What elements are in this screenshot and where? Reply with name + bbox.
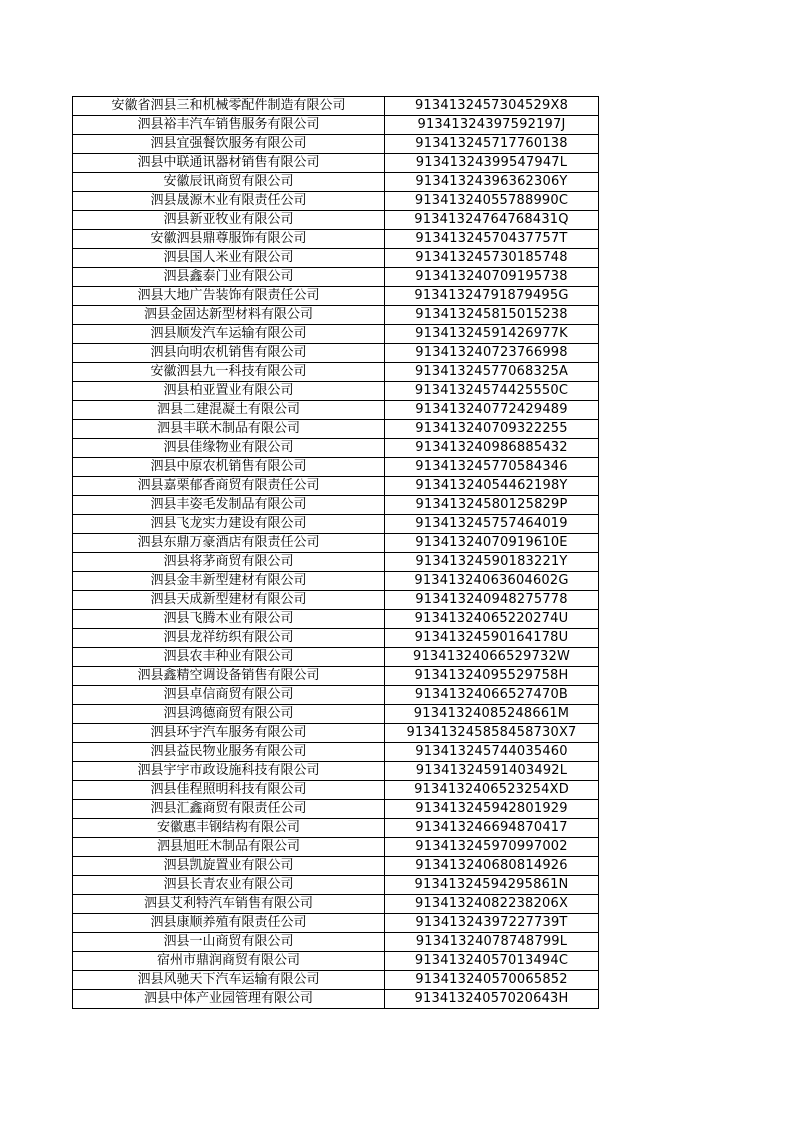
table-row <box>73 268 599 287</box>
credit-code-cell: 91341324764768431Q <box>385 211 599 230</box>
credit-code-cell: 913413245815015238 <box>385 306 599 325</box>
company-name-cell: 泗县裕丰汽车销售服务有限公司 <box>73 116 385 135</box>
credit-code-cell: 91341324574425550C <box>385 382 599 401</box>
company-name-cell: 安徽惠丰钢结构有限公司 <box>73 819 385 838</box>
table-row <box>73 819 599 838</box>
table-row <box>73 933 599 952</box>
table-row <box>73 154 599 173</box>
company-name-cell: 安徽辰讯商贸有限公司 <box>73 173 385 192</box>
table-row <box>73 591 599 610</box>
table-row <box>73 192 599 211</box>
company-name-cell: 泗县一山商贸有限公司 <box>73 933 385 952</box>
credit-code-cell: 913413245970997002 <box>385 838 599 857</box>
company-name-cell: 泗县鸿德商贸有限公司 <box>73 705 385 724</box>
company-name-cell: 泗县龙祥纺织有限公司 <box>73 629 385 648</box>
credit-code-cell: 9134132406523254XD <box>385 781 599 800</box>
company-name-cell: 泗县康顺养殖有限责任公司 <box>73 914 385 933</box>
credit-code-cell: 913413245744035460 <box>385 743 599 762</box>
credit-code-cell: 913413246694870417 <box>385 819 599 838</box>
credit-code-cell: 913413240772429489 <box>385 401 599 420</box>
company-name-cell: 宿州市鼎润商贸有限公司 <box>73 952 385 971</box>
credit-code-cell: 91341324397592197J <box>385 116 599 135</box>
company-name-cell: 安徽泗县九一科技有限公司 <box>73 363 385 382</box>
table-row <box>73 743 599 762</box>
credit-code-cell: 91341324590183221Y <box>385 553 599 572</box>
table-row <box>73 534 599 553</box>
credit-code-cell: 91341324057013494C <box>385 952 599 971</box>
company-name-cell: 泗县宜强餐饮服务有限公司 <box>73 135 385 154</box>
credit-code-cell: 91341324591403492L <box>385 762 599 781</box>
credit-code-cell: 91341324594295861N <box>385 876 599 895</box>
table-row <box>73 363 599 382</box>
table-row <box>73 857 599 876</box>
company-name-cell: 泗县晟源木业有限责任公司 <box>73 192 385 211</box>
table-row <box>73 173 599 192</box>
table-row <box>73 990 599 1009</box>
company-name-cell: 泗县金丰新型建材有限公司 <box>73 572 385 591</box>
table-row <box>73 553 599 572</box>
company-name-cell: 泗县顺发汽车运输有限公司 <box>73 325 385 344</box>
table-row <box>73 800 599 819</box>
company-name-cell: 泗县柏亚置业有限公司 <box>73 382 385 401</box>
company-name-cell: 泗县天成新型建材有限公司 <box>73 591 385 610</box>
table-row <box>73 496 599 515</box>
company-name-cell: 泗县益民物业服务有限公司 <box>73 743 385 762</box>
table-row <box>73 762 599 781</box>
company-name-cell: 泗县中原农机销售有限公司 <box>73 458 385 477</box>
credit-code-cell: 913413240723766998 <box>385 344 599 363</box>
table-row <box>73 876 599 895</box>
credit-code-cell: 91341324399547947L <box>385 154 599 173</box>
table-row <box>73 781 599 800</box>
company-name-cell: 泗县中联通讯器材销售有限公司 <box>73 154 385 173</box>
table-row <box>73 97 599 116</box>
credit-code-cell: 91341324054462198Y <box>385 477 599 496</box>
credit-code-cell: 913413240986885432 <box>385 439 599 458</box>
credit-code-cell: 91341324065220274U <box>385 610 599 629</box>
table-row <box>73 572 599 591</box>
table-row <box>73 838 599 857</box>
credit-code-cell: 91341324063604602G <box>385 572 599 591</box>
table-row <box>73 344 599 363</box>
table-row <box>73 515 599 534</box>
credit-code-cell: 91341324066527470B <box>385 686 599 705</box>
company-name-cell: 泗县佳程照明科技有限公司 <box>73 781 385 800</box>
table-row <box>73 420 599 439</box>
company-name-cell: 泗县飞腾木业有限公司 <box>73 610 385 629</box>
table-row <box>73 667 599 686</box>
table-row <box>73 306 599 325</box>
credit-code-cell: 9134132457304529X8 <box>385 97 599 116</box>
credit-code-cell: 91341324791879495G <box>385 287 599 306</box>
company-name-cell: 泗县旭旺木制品有限公司 <box>73 838 385 857</box>
company-name-cell: 泗县丰姿毛发制品有限公司 <box>73 496 385 515</box>
credit-code-cell: 913413245858458730X7 <box>385 724 599 743</box>
table-row <box>73 971 599 990</box>
credit-code-cell: 913413245770584346 <box>385 458 599 477</box>
company-name-cell: 泗县汇鑫商贸有限责任公司 <box>73 800 385 819</box>
table-row <box>73 724 599 743</box>
credit-code-cell: 913413240948275778 <box>385 591 599 610</box>
table-row <box>73 382 599 401</box>
credit-code-cell: 913413245717760138 <box>385 135 599 154</box>
company-name-cell: 泗县二建混凝土有限公司 <box>73 401 385 420</box>
company-name-cell: 泗县东鼎万豪酒店有限责任公司 <box>73 534 385 553</box>
table-row <box>73 952 599 971</box>
company-name-cell: 泗县凯旋置业有限公司 <box>73 857 385 876</box>
table-body <box>73 97 599 1009</box>
credit-code-cell: 91341324066529732W <box>385 648 599 667</box>
credit-code-cell: 91341324570437757T <box>385 230 599 249</box>
company-name-cell: 泗县艾利特汽车销售有限公司 <box>73 895 385 914</box>
table-row <box>73 401 599 420</box>
table-row <box>73 610 599 629</box>
credit-code-cell: 91341324085248661M <box>385 705 599 724</box>
company-name-cell: 泗县大地广告装饰有限责任公司 <box>73 287 385 306</box>
company-name-cell: 泗县国人米业有限公司 <box>73 249 385 268</box>
credit-code-cell: 91341324580125829P <box>385 496 599 515</box>
company-name-cell: 泗县中体产业园管理有限公司 <box>73 990 385 1009</box>
credit-code-cell: 91341324082238206X <box>385 895 599 914</box>
company-name-cell: 泗县鑫精空调设备销售有限公司 <box>73 667 385 686</box>
table-row <box>73 439 599 458</box>
company-name-cell: 泗县飞龙实力建设有限公司 <box>73 515 385 534</box>
table-row <box>73 477 599 496</box>
table-row <box>73 705 599 724</box>
company-name-cell: 泗县环宇汽车服务有限公司 <box>73 724 385 743</box>
table-row <box>73 287 599 306</box>
company-name-cell: 安徽省泗县三和机械零配件制造有限公司 <box>73 97 385 116</box>
company-name-cell: 安徽泗县鼎尊服饰有限公司 <box>73 230 385 249</box>
credit-code-cell: 913413245942801929 <box>385 800 599 819</box>
table-row <box>73 629 599 648</box>
table-row <box>73 325 599 344</box>
table-row <box>73 116 599 135</box>
credit-code-cell: 91341324095529758H <box>385 667 599 686</box>
company-registry-table <box>72 96 599 1009</box>
company-name-cell: 泗县向明农机销售有限公司 <box>73 344 385 363</box>
company-name-cell: 泗县新亚牧业有限公司 <box>73 211 385 230</box>
company-name-cell: 泗县丰联木制品有限公司 <box>73 420 385 439</box>
company-name-cell: 泗县风驰天下汽车运输有限公司 <box>73 971 385 990</box>
table-row <box>73 230 599 249</box>
company-name-cell: 泗县将茅商贸有限公司 <box>73 553 385 572</box>
table-row <box>73 895 599 914</box>
credit-code-cell: 91341324590164178U <box>385 629 599 648</box>
table-row <box>73 211 599 230</box>
company-name-cell: 泗县佳缘物业有限公司 <box>73 439 385 458</box>
company-name-cell: 泗县宇宇市政设施科技有限公司 <box>73 762 385 781</box>
credit-code-cell: 91341324055788990C <box>385 192 599 211</box>
credit-code-cell: 91341324397227739T <box>385 914 599 933</box>
table-row <box>73 914 599 933</box>
company-name-cell: 泗县鑫泰门业有限公司 <box>73 268 385 287</box>
credit-code-cell: 91341324057020643H <box>385 990 599 1009</box>
table-row <box>73 686 599 705</box>
company-name-cell: 泗县卓信商贸有限公司 <box>73 686 385 705</box>
credit-code-cell: 913413240709195738 <box>385 268 599 287</box>
credit-code-cell: 91341324396362306Y <box>385 173 599 192</box>
table-row <box>73 135 599 154</box>
company-name-cell: 泗县嘉栗郁香商贸有限责任公司 <box>73 477 385 496</box>
credit-code-cell: 913413240680814926 <box>385 857 599 876</box>
credit-code-cell: 91341324078748799L <box>385 933 599 952</box>
credit-code-cell: 91341324070919610E <box>385 534 599 553</box>
table-row <box>73 648 599 667</box>
credit-code-cell: 913413240570065852 <box>385 971 599 990</box>
credit-code-cell: 913413245730185748 <box>385 249 599 268</box>
table-row <box>73 458 599 477</box>
table-row <box>73 249 599 268</box>
credit-code-cell: 91341324577068325A <box>385 363 599 382</box>
credit-code-cell: 91341324591426977K <box>385 325 599 344</box>
company-name-cell: 泗县农丰种业有限公司 <box>73 648 385 667</box>
credit-code-cell: 913413245757464019 <box>385 515 599 534</box>
company-name-cell: 泗县金固达新型材料有限公司 <box>73 306 385 325</box>
company-name-cell: 泗县长青农业有限公司 <box>73 876 385 895</box>
credit-code-cell: 913413240709322255 <box>385 420 599 439</box>
